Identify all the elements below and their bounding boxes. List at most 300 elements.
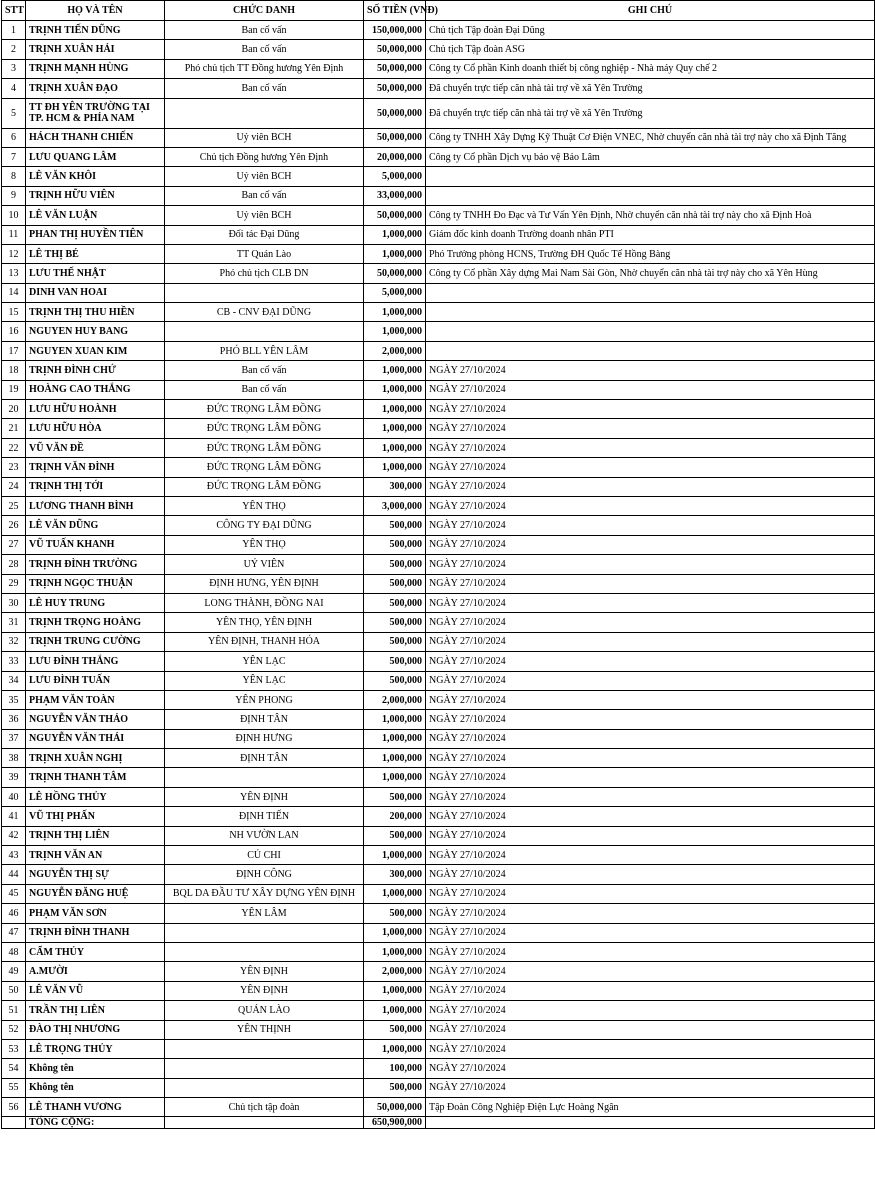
cell-position: ĐỊNH TIẾN — [165, 807, 364, 826]
cell-note: Giám đốc kinh doanh Trường doanh nhân PTI — [426, 225, 875, 244]
table-row — [2, 846, 875, 865]
cell-name: LƯU QUANG LÂM — [26, 147, 165, 166]
cell-position — [165, 98, 364, 128]
cell-name: TRỊNH THỊ THU HIỀN — [26, 303, 165, 322]
cell-name: LÊ VĂN VŨ — [26, 981, 165, 1000]
table-row — [2, 710, 875, 729]
header-amount: SỐ TIỀN (VNĐ) — [364, 1, 426, 21]
cell-amount: 50,000,000 — [364, 98, 426, 128]
cell-position — [165, 942, 364, 961]
cell-amount: 150,000,000 — [364, 21, 426, 40]
table-row — [2, 690, 875, 709]
cell-name: TRỊNH TRỌNG HOÀNG — [26, 613, 165, 632]
cell-position: UỶ VIÊN — [165, 555, 364, 574]
cell-stt: 12 — [2, 244, 26, 263]
cell-stt: 20 — [2, 400, 26, 419]
table-row — [2, 516, 875, 535]
cell-amount: 2,000,000 — [364, 962, 426, 981]
cell-name: PHẠM VĂN SƠN — [26, 904, 165, 923]
cell-amount: 1,000,000 — [364, 322, 426, 341]
total-label: TỔNG CỘNG: — [26, 1117, 165, 1129]
cell-position: CB - CNV ĐẠI DŨNG — [165, 303, 364, 322]
cell-amount: 1,000,000 — [364, 768, 426, 787]
cell-name: LƯU ĐÌNH THẮNG — [26, 652, 165, 671]
table-row — [2, 79, 875, 98]
cell-position: YÊN THỌ, YÊN ĐỊNH — [165, 613, 364, 632]
table-row — [2, 244, 875, 263]
cell-amount: 1,000,000 — [364, 303, 426, 322]
table-row — [2, 303, 875, 322]
cell-stt: 52 — [2, 1020, 26, 1039]
table-row — [2, 962, 875, 981]
cell-note: NGÀY 27/10/2024 — [426, 749, 875, 768]
cell-stt: 11 — [2, 225, 26, 244]
cell-name: NGUYỄN VĂN THẢO — [26, 710, 165, 729]
table-row — [2, 147, 875, 166]
cell-position: PHÓ BLL YÊN LÂM — [165, 341, 364, 360]
table-row — [2, 923, 875, 942]
cell-amount: 500,000 — [364, 904, 426, 923]
cell-position: YÊN THỊNH — [165, 1020, 364, 1039]
cell-position: ĐỊNH HƯNG — [165, 729, 364, 748]
cell-note: Đã chuyển trực tiếp căn nhà tài trợ về xã Yên Trường — [426, 79, 875, 98]
cell-stt: 18 — [2, 361, 26, 380]
table-row — [2, 496, 875, 515]
cell-amount: 500,000 — [364, 787, 426, 806]
cell-name: LÊ VĂN KHÔI — [26, 167, 165, 186]
table-row — [2, 555, 875, 574]
cell-amount: 5,000,000 — [364, 283, 426, 302]
cell-amount: 1,000,000 — [364, 1039, 426, 1058]
cell-name: LÊ VĂN DŨNG — [26, 516, 165, 535]
cell-name: NGUYỄN THỊ SỰ — [26, 865, 165, 884]
table-row — [2, 225, 875, 244]
cell-note: Tập Đoàn Công Nghiệp Điện Lực Hoàng Ngân — [426, 1098, 875, 1117]
cell-position: ĐỨC TRỌNG LÂM ĐỒNG — [165, 477, 364, 496]
cell-position: Uỷ viên BCH — [165, 128, 364, 147]
cell-stt: 36 — [2, 710, 26, 729]
cell-note: NGÀY 27/10/2024 — [426, 671, 875, 690]
cell-name: LƯU ĐÌNH TUẤN — [26, 671, 165, 690]
cell-stt: 3 — [2, 59, 26, 78]
cell-stt: 27 — [2, 535, 26, 554]
cell-name: NGUYỄN VĂN THÁI — [26, 729, 165, 748]
cell-stt: 42 — [2, 826, 26, 845]
cell-note: NGÀY 27/10/2024 — [426, 729, 875, 748]
cell-name: TRỊNH HỮU VIÊN — [26, 186, 165, 205]
cell-position: YÊN LẠC — [165, 652, 364, 671]
cell-note: NGÀY 27/10/2024 — [426, 1059, 875, 1078]
cell-note — [426, 341, 875, 360]
cell-position: Ban cố vấn — [165, 361, 364, 380]
cell-amount: 1,000,000 — [364, 225, 426, 244]
cell-note: NGÀY 27/10/2024 — [426, 555, 875, 574]
cell-name: TRỊNH THỊ TỚI — [26, 477, 165, 496]
cell-position: Đối tác Đại Dũng — [165, 225, 364, 244]
cell-stt: 8 — [2, 167, 26, 186]
cell-stt: 29 — [2, 574, 26, 593]
cell-note: NGÀY 27/10/2024 — [426, 768, 875, 787]
cell-amount: 1,000,000 — [364, 749, 426, 768]
header-row — [2, 1, 875, 21]
cell-name: VŨ TUẤN KHANH — [26, 535, 165, 554]
table-row — [2, 1078, 875, 1097]
cell-stt: 48 — [2, 942, 26, 961]
cell-note: Chủ tịch Tập đoàn Đại Dũng — [426, 21, 875, 40]
cell-name: LƯƠNG THANH BÌNH — [26, 496, 165, 515]
cell-amount: 1,000,000 — [364, 729, 426, 748]
table-row — [2, 341, 875, 360]
cell-name: DINH VAN HOAI — [26, 283, 165, 302]
cell-note — [426, 186, 875, 205]
cell-note — [426, 283, 875, 302]
cell-stt: 47 — [2, 923, 26, 942]
cell-name: Không tên — [26, 1078, 165, 1097]
cell-stt: 40 — [2, 787, 26, 806]
cell-name: TRỊNH XUÂN NGHỊ — [26, 749, 165, 768]
cell-name: HOÀNG CAO THẮNG — [26, 380, 165, 399]
cell-amount: 50,000,000 — [364, 1098, 426, 1117]
cell-amount: 300,000 — [364, 477, 426, 496]
cell-amount: 1,000,000 — [364, 923, 426, 942]
table-row — [2, 884, 875, 903]
cell-note: NGÀY 27/10/2024 — [426, 884, 875, 903]
cell-note: NGÀY 27/10/2024 — [426, 574, 875, 593]
cell-position — [165, 1039, 364, 1058]
table-row — [2, 361, 875, 380]
cell-note: Phó Trưởng phòng HCNS, Trường ĐH Quốc Tế Hồng Bàng — [426, 244, 875, 263]
cell-stt: 43 — [2, 846, 26, 865]
cell-amount: 500,000 — [364, 1078, 426, 1097]
cell-amount: 50,000,000 — [364, 264, 426, 283]
cell-note: NGÀY 27/10/2024 — [426, 652, 875, 671]
cell-name: A.MƯỜI — [26, 962, 165, 981]
cell-position: CỦ CHI — [165, 846, 364, 865]
cell-position: Chủ tịch Đồng hương Yên Định — [165, 147, 364, 166]
cell-position: ĐỨC TRỌNG LÂM ĐỒNG — [165, 438, 364, 457]
cell-name: LÊ HỒNG THỦY — [26, 787, 165, 806]
cell-stt: 22 — [2, 438, 26, 457]
cell-note — [426, 167, 875, 186]
cell-position: CÔNG TY ĐẠI DŨNG — [165, 516, 364, 535]
cell-amount: 33,000,000 — [364, 186, 426, 205]
cell-position: Ban cố vấn — [165, 40, 364, 59]
cell-position: QUÁN LÀO — [165, 1001, 364, 1020]
cell-amount: 1,000,000 — [364, 361, 426, 380]
cell-note: NGÀY 27/10/2024 — [426, 400, 875, 419]
cell-stt: 2 — [2, 40, 26, 59]
cell-stt: 6 — [2, 128, 26, 147]
cell-position: Ban cố vấn — [165, 186, 364, 205]
table-row — [2, 458, 875, 477]
cell-position — [165, 1059, 364, 1078]
cell-note: NGÀY 27/10/2024 — [426, 361, 875, 380]
cell-position: YÊN ĐỊNH, THANH HÓA — [165, 632, 364, 651]
cell-amount: 500,000 — [364, 671, 426, 690]
table-row — [2, 206, 875, 225]
cell-amount: 50,000,000 — [364, 206, 426, 225]
cell-position: YÊN PHONG — [165, 690, 364, 709]
cell-stt: 9 — [2, 186, 26, 205]
cell-position: ĐỊNH HƯNG, YÊN ĐỊNH — [165, 574, 364, 593]
cell-position: NH VƯỜN LAN — [165, 826, 364, 845]
cell-position: YÊN THỌ — [165, 496, 364, 515]
cell-amount: 500,000 — [364, 632, 426, 651]
cell-note: NGÀY 27/10/2024 — [426, 496, 875, 515]
table-row — [2, 21, 875, 40]
cell-stt: 10 — [2, 206, 26, 225]
cell-name: TT ĐH YÊN TRƯỜNG TẠI TP. HCM & PHÍA NAM — [26, 98, 165, 128]
cell-position: Ban cố vấn — [165, 21, 364, 40]
table-row — [2, 128, 875, 147]
cell-amount: 500,000 — [364, 535, 426, 554]
cell-amount: 500,000 — [364, 574, 426, 593]
cell-position: Chủ tịch tập đoàn — [165, 1098, 364, 1117]
cell-stt: 54 — [2, 1059, 26, 1078]
cell-position — [165, 1078, 364, 1097]
cell-note: NGÀY 27/10/2024 — [426, 710, 875, 729]
table-row — [2, 632, 875, 651]
table-row — [2, 322, 875, 341]
table-row — [2, 807, 875, 826]
table-row — [2, 652, 875, 671]
cell-note: NGÀY 27/10/2024 — [426, 787, 875, 806]
cell-name: TRỊNH THỊ LIÊN — [26, 826, 165, 845]
cell-note: NGÀY 27/10/2024 — [426, 516, 875, 535]
cell-note: NGÀY 27/10/2024 — [426, 1001, 875, 1020]
cell-note: Công ty Cổ phần Xây dựng Mai Nam Sài Gòn, Nhờ chuyển căn nhà tài trợ này cho xã Yên Hùng — [426, 264, 875, 283]
cell-position: YÊN ĐỊNH — [165, 981, 364, 1000]
cell-note: NGÀY 27/10/2024 — [426, 1020, 875, 1039]
cell-stt: 49 — [2, 962, 26, 981]
cell-amount: 500,000 — [364, 652, 426, 671]
cell-note: Chủ tịch Tập đoàn ASG — [426, 40, 875, 59]
cell-note: NGÀY 27/10/2024 — [426, 458, 875, 477]
total-row — [2, 1117, 875, 1129]
header-stt: STT — [2, 1, 26, 21]
cell-stt: 45 — [2, 884, 26, 903]
cell-note: NGÀY 27/10/2024 — [426, 593, 875, 612]
cell-position: ĐỊNH TÂN — [165, 749, 364, 768]
cell-name: TRỊNH VĂN ĐÌNH — [26, 458, 165, 477]
table-row — [2, 264, 875, 283]
cell-amount: 2,000,000 — [364, 341, 426, 360]
cell-name: TRỊNH TRUNG CƯỜNG — [26, 632, 165, 651]
cell-name: LƯU HỮU HOÀNH — [26, 400, 165, 419]
cell-amount: 1,000,000 — [364, 244, 426, 263]
table-row — [2, 438, 875, 457]
cell-amount: 50,000,000 — [364, 79, 426, 98]
cell-position: YÊN LÂM — [165, 904, 364, 923]
cell-stt: 32 — [2, 632, 26, 651]
cell-stt: 30 — [2, 593, 26, 612]
table-row — [2, 671, 875, 690]
cell-name: VŨ THỊ PHẤN — [26, 807, 165, 826]
cell-position: Phó chủ tịch TT Đồng hương Yên Định — [165, 59, 364, 78]
table-row — [2, 749, 875, 768]
cell-name: CẨM THỦY — [26, 942, 165, 961]
header-position: CHỨC DANH — [165, 1, 364, 21]
cell-amount: 500,000 — [364, 826, 426, 845]
cell-note: NGÀY 27/10/2024 — [426, 865, 875, 884]
cell-stt: 46 — [2, 904, 26, 923]
table-row — [2, 1059, 875, 1078]
cell-position: Phó chủ tịch CLB DN — [165, 264, 364, 283]
cell-amount: 1,000,000 — [364, 710, 426, 729]
cell-amount: 5,000,000 — [364, 167, 426, 186]
cell-amount: 500,000 — [364, 593, 426, 612]
cell-stt: 19 — [2, 380, 26, 399]
header-note: GHI CHÚ — [426, 1, 875, 21]
cell-stt: 16 — [2, 322, 26, 341]
cell-stt: 1 — [2, 21, 26, 40]
table-row — [2, 613, 875, 632]
table-row — [2, 574, 875, 593]
cell-amount: 20,000,000 — [364, 147, 426, 166]
cell-stt: 51 — [2, 1001, 26, 1020]
cell-name: NGUYỄN ĐĂNG HUỆ — [26, 884, 165, 903]
cell-stt: 21 — [2, 419, 26, 438]
cell-name: LƯU HỮU HÒA — [26, 419, 165, 438]
table-row — [2, 904, 875, 923]
cell-stt: 33 — [2, 652, 26, 671]
cell-amount: 100,000 — [364, 1059, 426, 1078]
table-row — [2, 98, 875, 128]
cell-stt: 31 — [2, 613, 26, 632]
cell-note: Công ty Cổ phần Kinh doanh thiết bị công nghiệp - Nhà máy Quy chế 2 — [426, 59, 875, 78]
cell-stt: 17 — [2, 341, 26, 360]
cell-amount: 1,000,000 — [364, 380, 426, 399]
cell-position: ĐỊNH CÔNG — [165, 865, 364, 884]
cell-position — [165, 923, 364, 942]
cell-stt: 37 — [2, 729, 26, 748]
cell-name: PHAN THỊ HUYỀN TIÊN — [26, 225, 165, 244]
table-row — [2, 787, 875, 806]
table-row — [2, 186, 875, 205]
cell-amount: 50,000,000 — [364, 128, 426, 147]
cell-name: TRẦN THỊ LIÊN — [26, 1001, 165, 1020]
cell-amount: 500,000 — [364, 1020, 426, 1039]
cell-amount: 50,000,000 — [364, 40, 426, 59]
cell-stt: 26 — [2, 516, 26, 535]
total-empty-cell — [165, 1117, 364, 1129]
cell-note: NGÀY 27/10/2024 — [426, 904, 875, 923]
cell-amount: 50,000,000 — [364, 59, 426, 78]
cell-name: TRỊNH ĐÌNH THANH — [26, 923, 165, 942]
cell-note: Công ty Cổ phần Dịch vụ bảo vệ Bảo Lâm — [426, 147, 875, 166]
cell-note: NGÀY 27/10/2024 — [426, 613, 875, 632]
cell-note: NGÀY 27/10/2024 — [426, 535, 875, 554]
total-stt-cell — [2, 1117, 26, 1129]
cell-name: VŨ VĂN ĐỀ — [26, 438, 165, 457]
cell-name: TRỊNH XUÂN ĐẠO — [26, 79, 165, 98]
cell-stt: 39 — [2, 768, 26, 787]
table-row — [2, 380, 875, 399]
cell-amount: 500,000 — [364, 516, 426, 535]
cell-note: NGÀY 27/10/2024 — [426, 419, 875, 438]
cell-stt: 50 — [2, 981, 26, 1000]
cell-amount: 500,000 — [364, 555, 426, 574]
total-amount: 650,900,000 — [364, 1117, 426, 1129]
cell-name: NGUYEN XUAN KIM — [26, 341, 165, 360]
cell-stt: 35 — [2, 690, 26, 709]
table-row — [2, 1098, 875, 1117]
cell-position: YÊN THỌ — [165, 535, 364, 554]
cell-name: TRỊNH THANH TÂM — [26, 768, 165, 787]
cell-position — [165, 283, 364, 302]
header-name: HỌ VÀ TÊN — [26, 1, 165, 21]
table-row — [2, 942, 875, 961]
cell-amount: 3,000,000 — [364, 496, 426, 515]
cell-position: LONG THÀNH, ĐỒNG NAI — [165, 593, 364, 612]
cell-position: ĐỊNH TÂN — [165, 710, 364, 729]
cell-position: ĐỨC TRỌNG LÂM ĐỒNG — [165, 419, 364, 438]
cell-stt: 4 — [2, 79, 26, 98]
cell-amount: 1,000,000 — [364, 400, 426, 419]
cell-name: LÊ THỊ BÉ — [26, 244, 165, 263]
table-row — [2, 419, 875, 438]
cell-name: TRỊNH ĐÌNH TRƯỜNG — [26, 555, 165, 574]
cell-stt: 25 — [2, 496, 26, 515]
cell-name: TRỊNH TIẾN DŨNG — [26, 21, 165, 40]
cell-stt: 28 — [2, 555, 26, 574]
cell-amount: 1,000,000 — [364, 981, 426, 1000]
cell-name: HÁCH THANH CHIẾN — [26, 128, 165, 147]
cell-name: PHẠM VĂN TOÀN — [26, 690, 165, 709]
table-row — [2, 1039, 875, 1058]
cell-position: YÊN ĐỊNH — [165, 962, 364, 981]
cell-position: YÊN ĐỊNH — [165, 787, 364, 806]
cell-amount: 200,000 — [364, 807, 426, 826]
cell-stt: 7 — [2, 147, 26, 166]
cell-note: NGÀY 27/10/2024 — [426, 942, 875, 961]
cell-note: NGÀY 27/10/2024 — [426, 690, 875, 709]
cell-position: Ban cố vấn — [165, 380, 364, 399]
cell-name: NGUYEN HUY BANG — [26, 322, 165, 341]
cell-amount: 1,000,000 — [364, 884, 426, 903]
cell-stt: 38 — [2, 749, 26, 768]
cell-note: NGÀY 27/10/2024 — [426, 380, 875, 399]
cell-stt: 56 — [2, 1098, 26, 1117]
cell-stt: 15 — [2, 303, 26, 322]
cell-name: TRỊNH VĂN AN — [26, 846, 165, 865]
cell-stt: 5 — [2, 98, 26, 128]
cell-amount: 2,000,000 — [364, 690, 426, 709]
cell-note — [426, 303, 875, 322]
cell-amount: 1,000,000 — [364, 846, 426, 865]
cell-stt: 53 — [2, 1039, 26, 1058]
cell-name: LÊ HUY TRUNG — [26, 593, 165, 612]
cell-name: TRỊNH XUÂN HẢI — [26, 40, 165, 59]
total-note-cell — [426, 1117, 875, 1129]
cell-stt: 55 — [2, 1078, 26, 1097]
cell-name: LƯU THẾ NHẬT — [26, 264, 165, 283]
cell-note: NGÀY 27/10/2024 — [426, 1078, 875, 1097]
table-row — [2, 981, 875, 1000]
cell-name: LÊ VĂN LUẬN — [26, 206, 165, 225]
cell-stt: 34 — [2, 671, 26, 690]
cell-note — [426, 322, 875, 341]
table-row — [2, 1001, 875, 1020]
cell-stt: 24 — [2, 477, 26, 496]
cell-note: NGÀY 27/10/2024 — [426, 477, 875, 496]
cell-amount: 1,000,000 — [364, 942, 426, 961]
cell-name: TRỊNH ĐÌNH CHỨ — [26, 361, 165, 380]
table-row — [2, 1020, 875, 1039]
cell-position — [165, 322, 364, 341]
cell-name: LÊ TRỌNG THỦY — [26, 1039, 165, 1058]
cell-position: BQL DA ĐẦU TƯ XÂY DỰNG YÊN ĐỊNH — [165, 884, 364, 903]
